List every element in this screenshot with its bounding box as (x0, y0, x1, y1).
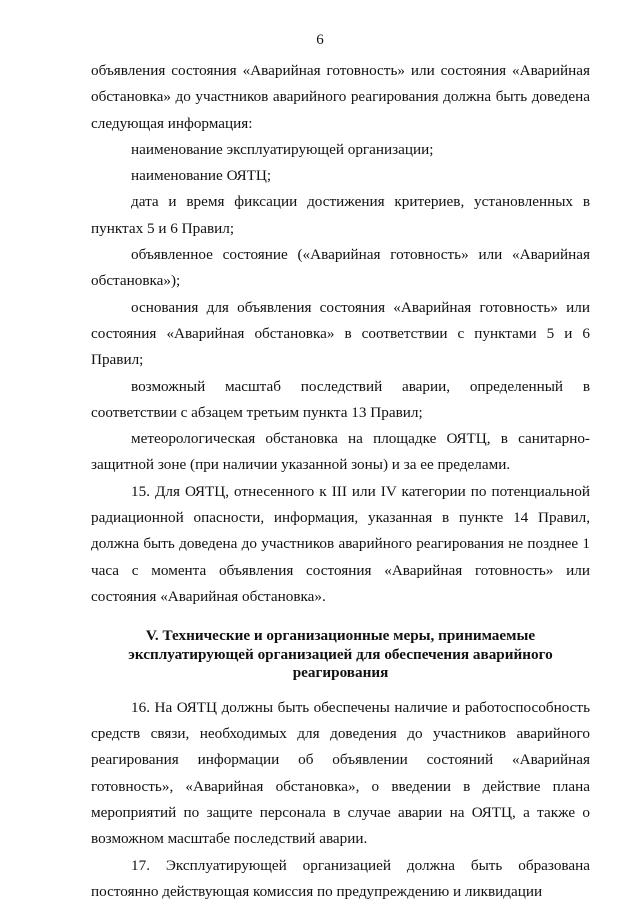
list-item-facility-name: наименование ОЯТЦ; (131, 167, 272, 185)
list-item-declared-state: объявленное состояние («Аварийная готовность» или «Аварийная обстановка»); (91, 246, 590, 290)
list-item-operator-name: наименование эксплуатирующей организации; (131, 140, 434, 158)
list-item-possible-scale: возможный масштаб последствий аварии, определенный в соответствии с абзацем третьим пункта 13 Правил; (91, 377, 590, 421)
paragraph-clause-17: 17. Эксплуатирующей организацией должна быть образована постоянно действующая комиссия по предупреждению и ликвидации (91, 856, 590, 900)
section-heading-line-2: эксплуатирующей организацией для обеспечения аварийного (128, 645, 553, 663)
section-heading-line-1: V. Технические и организационные меры, принимаемые (145, 627, 536, 645)
list-item-date-time: дата и время фиксации достижения критериев, установленных в пунктах 5 и 6 Правил; (91, 193, 590, 237)
page-number: 6 (316, 32, 324, 48)
section-heading-v (91, 627, 590, 683)
list-item-grounds: основания для объявления состояния «Аварийная готовность» или состояния «Аварийная обстановка» в соответствии с пунктами 5 и 6 Правил; (91, 298, 590, 369)
paragraph-clause-15: 15. Для ОЯТЦ, отнесенного к III или IV категории по потенциальной радиационной опасности, информация, указанная в пункте 14 Правил, должна быть доведена до участников аварийного реагирования не позднее 1 часа с момента объявления состояния «Аварийная готовность» или состояния «Аварийная обстановка». (91, 482, 590, 605)
section-heading-line-3: реагирования (292, 664, 389, 682)
document-body (91, 58, 590, 905)
paragraph-clause-16: 16. На ОЯТЦ должны быть обеспечены наличие и работоспособность средств связи, необходимых для доведения до участников аварийного реагирования информации об объявлении состояний «Аварийная готовность», «Аварийная обстановка», о введении в действие плана мероприятий по защите персонала в случае аварии на ОЯТЦ, а также о возможном масштабе последствий аварии. (91, 698, 590, 848)
paragraph-info-intro: объявления состояния «Аварийная готовность» или состояния «Аварийная обстановка» до участников аварийного реагирования должна быть доведена следующая информация: (91, 62, 590, 132)
list-item-meteorology: метеорологическая обстановка на площадке ОЯТЦ, в санитарно-защитной зоне (при наличии указанной зоны) и за ее пределами. (91, 430, 590, 474)
